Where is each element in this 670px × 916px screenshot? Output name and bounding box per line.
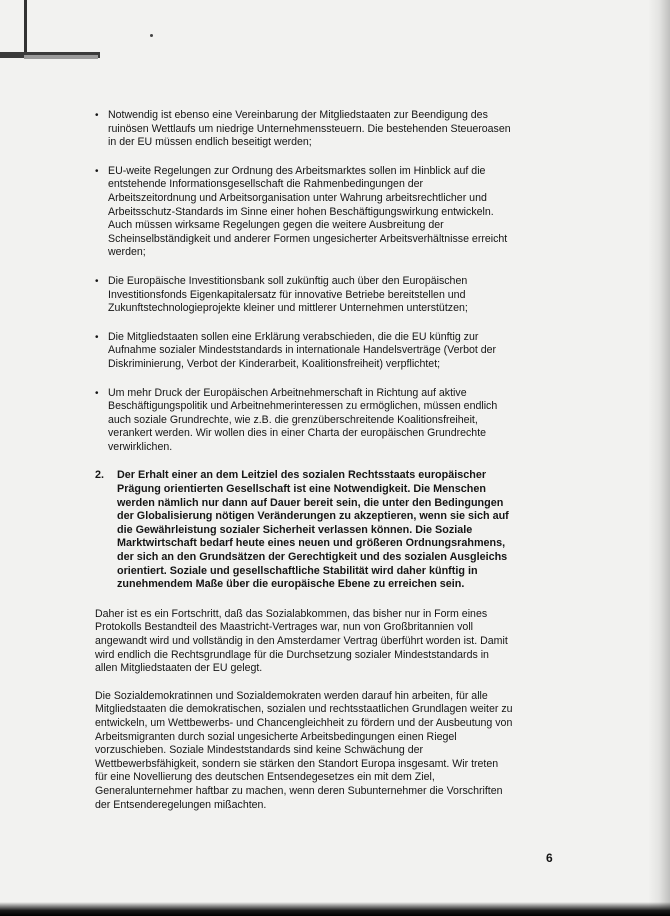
bullet-icon: • <box>95 110 99 121</box>
page-number: 6 <box>546 851 553 865</box>
scan-artifact-bar-gray <box>24 55 98 59</box>
section-text: Der Erhalt einer an dem Leitziel des sozialen Rechtsstaats europäischer Prägung orientierten Gesellschaft ist eine Notwendigkeit. Die Menschen werden nämlich nur dann auf Dauer bereit sein, die unter den Bedingungen der Globalisierung nötigen Veränderungen zu akzeptieren, wenn sie sich auf die Gewährleistung sozialer Sicherheit verlassen können. Die Soziale Marktwirtschaft bedarf heute eines neuen und größeren Ordnungsrahmens, der sich an den Grundsätzen der Gerechtigkeit und des sozialen Ausgleichs orientiert. Soziale und gesellschaftliche Stabilität wird daher künftig in zunehmendem Maße über die europäische Ebene zu erreichen sein. <box>117 469 509 591</box>
scan-speck <box>150 34 153 37</box>
bullet-item <box>95 387 513 455</box>
bullet-item <box>95 165 513 260</box>
scan-bottom-edge <box>0 902 670 916</box>
bullet-text: Um mehr Druck der Europäischen Arbeitnehmerschaft in Richtung auf aktive Beschäftigungspolitik und Arbeitnehmerinteressen zu ermöglichen, müssen endlich auch soziale Grundrechte, wie z.B. die grenzüberschreitende Koalitionsfreiheit, verankert werden. Wir wollen dies in einer Charta der europäischen Grundrechte verwirklichen. <box>108 386 498 453</box>
bullet-icon: • <box>95 275 99 287</box>
bullet-icon: • <box>95 387 99 399</box>
bullet-item <box>95 109 513 150</box>
paragraph: Die Sozialdemokratinnen und Sozialdemokraten werden darauf hin arbeiten, für alle Mitgliedstaaten die demokratischen, sozialen und rechtsstaatlichen Grundlagen weiter zu entwickeln, um Wettbewerbs- und Chancengleichheit zu fördern und der Ausbeutung von Arbeitsmigranten durch sozial ungesicherte Arbeitsbedingungen einen Riegel vorzuschieben. Soziale Mindeststandards sind keine Schwächung der Wettbewerbsfähigkeit, sondern sie stärken den Standort Europa insgesamt. Wir treten für eine Novellierung des deutschen Entsendegesetzes ein mit dem Ziel, Generalunternehmer haftbar zu machen, wenn deren Subunternehmer die Vorschriften der Entsenderegelungen mißachten. <box>95 689 513 811</box>
document-body <box>95 109 513 826</box>
bullet-item <box>95 331 513 372</box>
scan-edge-shadow <box>648 0 670 916</box>
bullet-text: EU-weite Regelungen zur Ordnung des Arbeitsmarktes sollen im Hinblick auf die entstehende Informationsgesellschaft die Rahmenbedingungen der Arbeitszeitordnung und Arbeitsorganisation unter Wahrung arbeitsrechtlicher und Arbeitsschutz-Standards im Sinne einer hohen Beschäftigungswirkung entwickeln. Auch müssen wirksame Regelungen gegen die weitere Ausbreitung der Scheinselbständigkeit und anderer Formen ungesicherter Arbeitsverhältnisse erreicht werden; <box>108 164 508 259</box>
bullet-item <box>95 275 513 316</box>
scan-artifact-line <box>24 0 27 58</box>
paragraph: Daher ist es ein Fortschritt, daß das Sozialabkommen, das bisher nur in Form eines Protokolls Bestandteil des Maastricht-Vertrages war, nun von Großbritannien voll angewandt wird und vollständig in den Amsterdamer Vertrag überführt worden ist. Damit wird endlich die Rechtsgrundlage für die Durchsetzung sozialer Mindeststandards in allen Mitgliedstaaten der EU gelegt. <box>95 607 508 675</box>
bullet-icon: • <box>95 331 99 343</box>
bullet-text: Die Mitgliedstaaten sollen eine Erklärung verabschieden, die die EU künftig zur Aufnahme sozialer Mindeststandards in internationale Handelsverträge (Verbot der Diskriminierung, Verbot der Kinderarbeit, Koalitionsfreiheit) verpflichtet; <box>108 330 497 370</box>
section-number: 2. <box>95 469 105 482</box>
bullet-list <box>95 109 513 454</box>
bullet-text: Die Europäische Investitionsbank soll zukünftig auch über den Europäischen Investitionsfonds Eigenkapitalersatz für innovative Betriebe bereitstellen und Zukunftstechnologieprojekte kleiner und mittlerer Unternehmen unterstützen; <box>108 274 468 315</box>
bullet-icon: • <box>95 165 99 177</box>
bullet-text: Notwendig ist ebenso eine Vereinbarung der Mitgliedstaaten zur Beendigung des ruinösen Wettlaufs um niedrige Unternehmenssteuern. Die bestehenden Steueroasen in der EU müssen endlich beseitigt werden; <box>108 109 511 149</box>
numbered-section <box>95 469 513 591</box>
